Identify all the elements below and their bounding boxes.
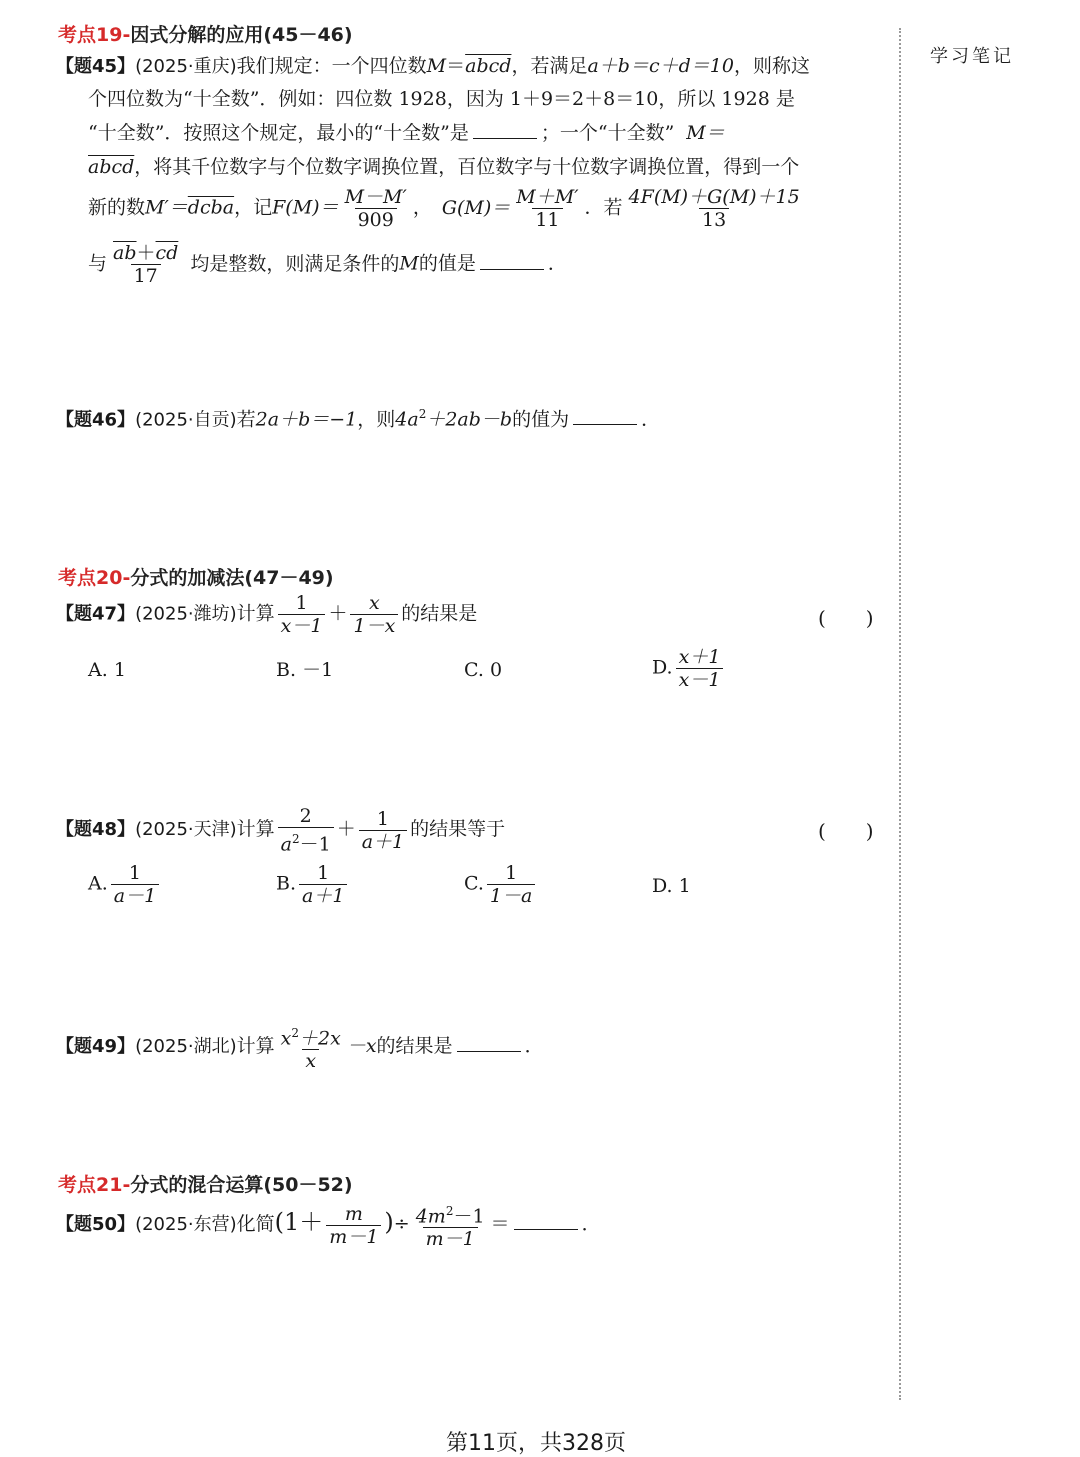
answer-blank[interactable] [473, 120, 537, 139]
question-tag: 【题46】 [56, 409, 136, 431]
option-d[interactable]: D. $\frac{x+1}{x-1}$ [652, 646, 726, 691]
notes-divider [899, 28, 901, 1400]
q50-line: 【题50】(2025·东营)化简(1＋ $\frac{m}{m-1}$ )÷ $\frac{4m^2-1}{m-1}$ ＝ ． [56, 1202, 601, 1251]
answer-paren[interactable]: ( ) [818, 606, 874, 630]
option-a[interactable]: A. $\frac{1}{a-1}$ [88, 862, 162, 907]
question-source: (2025·东营) [135, 1214, 237, 1236]
question-source: (2025·重庆) [135, 56, 237, 77]
section-title: 分式的混合运算(50－52) [130, 1174, 353, 1196]
q45-line3: “十全数”．按照这个规定，最小的“十全数”是 ；一个“十全数” M＝ [88, 122, 725, 144]
question-source: (2025·天津) [135, 819, 237, 841]
q46-line: 【题46】(2025·自贡)若2a＋b＝−1，则$4a^2+2ab-b$的值为 ． [56, 407, 661, 431]
option-c[interactable]: C. 0 [464, 659, 503, 681]
question-source: (2025·湖北) [135, 1036, 237, 1058]
question-tag: 【题49】 [56, 1036, 136, 1058]
section-code: 考点20- [58, 567, 131, 589]
answer-blank[interactable] [573, 406, 637, 425]
fraction-G: $\frac{M+M'}{11}$ [516, 186, 579, 231]
page-number: 第11页，共328页 [446, 1431, 626, 1456]
answer-paren[interactable]: ( ) [818, 819, 874, 843]
section-code: 考点21- [58, 1174, 131, 1196]
answer-blank[interactable] [514, 1211, 578, 1230]
question-tag: 【题48】 [56, 819, 136, 841]
abcd-overline: abcd [465, 55, 512, 77]
option-a[interactable]: A. 1 [88, 659, 126, 681]
question-tag: 【题45】 [56, 56, 136, 77]
notes-label: 学习笔记 [930, 46, 1014, 67]
question-source: (2025·潍坊) [135, 603, 237, 625]
question-tag: 【题47】 [56, 603, 136, 625]
option-b[interactable]: B. －1 [276, 659, 334, 681]
q45-line4: abcd，将其千位数字与个位数字调换位置，百位数字与十位数字调换位置，得到一个 [88, 156, 800, 178]
option-c[interactable]: C. $\frac{1}{1-a}$ [464, 862, 538, 907]
option-b[interactable]: B. $\frac{1}{a+1}$ [276, 862, 350, 907]
question-tag: 【题50】 [56, 1214, 136, 1236]
section-20-header [58, 563, 334, 590]
q45-line5: 新的数M′＝dcba，记F(M)＝ $\frac{M-M'}{909}$ ， G(M)＝ $\frac{M+M'}{11}$ ．若 $\frac{4F(M)+G(M)+15}{13}$ [88, 186, 806, 231]
section-code: 考点19- [58, 24, 131, 46]
answer-blank[interactable] [480, 251, 544, 270]
section-21-header [58, 1170, 353, 1197]
q45-line6: 与 $\frac{\overline{ab}+\overline{cd}}{17}$ 均是整数，则满足条件的M的值是 ． [88, 242, 567, 287]
fraction-F: $\frac{M-M'}{909}$ [344, 186, 407, 231]
option-d[interactable]: D. 1 [652, 875, 691, 897]
q45-line2: 个四位数为“十全数”．例如：四位数 1928，因为 1＋9＝2＋8＝10，所以 1928 是 [88, 88, 795, 110]
answer-blank[interactable] [457, 1033, 521, 1052]
q45-line1: 【题45】(2025·重庆)我们规定：一个四位数M＝abcd，若满足a＋b＝c＋d＝10，则称这 [56, 55, 810, 77]
fraction-H: $\frac{4F(M)+G(M)+15}{13}$ [628, 186, 800, 231]
section-title: 因式分解的应用(45－46) [130, 24, 353, 46]
q48-line: 【题48】(2025·天津)计算 $\frac{2}{a^2-1}$ ＋ $\frac{1}{a+1}$ 的结果等于 [56, 805, 506, 856]
fraction-K: $\frac{\overline{ab}+\overline{cd}}{17}$ [113, 242, 179, 287]
q49-line: 【题49】(2025·湖北)计算 $\frac{x^2+2x}{x}$ －x的结果是 ． [56, 1026, 544, 1073]
q47-line: 【题47】(2025·潍坊)计算 $\frac{1}{x-1}$ ＋ $\frac{x}{1-x}$ 的结果是 [56, 592, 478, 637]
section-19-header [58, 20, 353, 47]
question-source: (2025·自贡) [135, 409, 237, 431]
section-title: 分式的加减法(47－49) [130, 567, 334, 589]
